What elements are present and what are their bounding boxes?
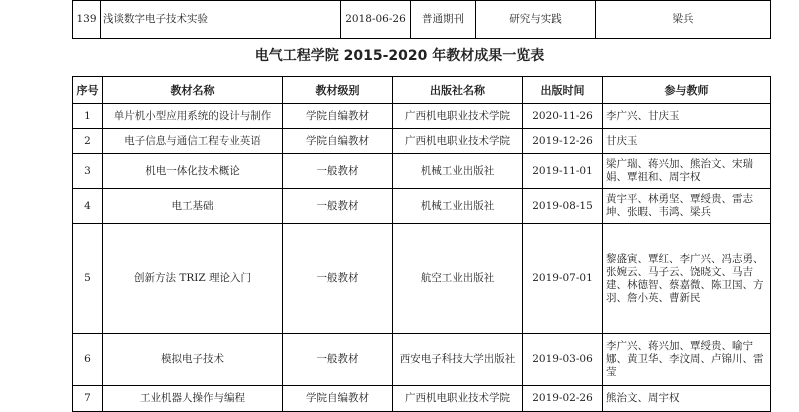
- header-cell: 出版社名称: [393, 77, 523, 104]
- page-title: 电气工程学院 2015-2020 年教材成果一览表: [254, 48, 545, 64]
- publish-date: 2019-11-01: [523, 154, 603, 189]
- table-row: [73, 129, 771, 154]
- publisher: 西安电子科技大学出版社: [393, 334, 523, 386]
- textbook-level: 一般教材: [283, 189, 393, 224]
- header-row: [73, 77, 771, 104]
- publish-date: 2019-07-01: [523, 224, 603, 334]
- table-row: [73, 224, 771, 334]
- teachers: 李广兴、蒋兴加、覃绶贵、喻宁娜、黄卫华、李汶周、卢锦川、雷莹: [603, 334, 771, 386]
- row-number: 6: [73, 334, 103, 386]
- textbook-name: 机电一体化技术概论: [103, 154, 283, 189]
- previous-table: [72, 0, 771, 39]
- textbook-table: [72, 76, 771, 412]
- header-cell: 教材名称: [103, 77, 283, 104]
- row-number: 1: [73, 104, 103, 129]
- teachers: 黎盛寅、覃红、李广兴、冯志勇、张婉云、马子云、饶晓文、马吉建、林德智、蔡嘉微、陈卫国、方羽、詹小英、曹新民: [603, 224, 771, 334]
- table-row: [73, 189, 771, 224]
- publisher: 机械工业出版社: [393, 154, 523, 189]
- textbook-name: 创新方法 TRIZ 理论入门: [103, 224, 283, 334]
- textbook-name: 电工基础: [103, 189, 283, 224]
- teachers: 梁广瑞、蒋兴加、熊治文、宋瑞娟、覃祖和、周宇权: [603, 154, 771, 189]
- publisher: 广西机电职业技术学院: [393, 386, 523, 412]
- publish-date: 2020-11-26: [523, 104, 603, 129]
- textbook-level: 一般教材: [283, 154, 393, 189]
- row-number: 5: [73, 224, 103, 334]
- header-cell: 序号: [73, 77, 103, 104]
- textbook-level: 一般教材: [283, 224, 393, 334]
- publisher: 广西机电职业技术学院: [393, 129, 523, 154]
- table-row: [73, 1, 771, 39]
- textbook-level: 学院自编教材: [283, 386, 393, 412]
- publish-date: 2019-08-15: [523, 189, 603, 224]
- teachers: 李广兴、甘庆玉: [603, 104, 771, 129]
- textbook-name: 工业机器人操作与编程: [103, 386, 283, 412]
- publish-date: 2018-06-26: [341, 1, 411, 39]
- textbook-name: 模拟电子技术: [103, 334, 283, 386]
- header-cell: 出版时间: [523, 77, 603, 104]
- header-cell: 教材级别: [283, 77, 393, 104]
- row-number: 7: [73, 386, 103, 412]
- table-row: [73, 386, 771, 412]
- publisher: 航空工业出版社: [393, 224, 523, 334]
- journal-level: 普通期刊: [411, 1, 476, 39]
- publisher: 机械工业出版社: [393, 189, 523, 224]
- textbook-level: 学院自编教材: [283, 104, 393, 129]
- textbook-level: 学院自编教材: [283, 129, 393, 154]
- publish-date: 2019-02-26: [523, 386, 603, 412]
- row-number: 139: [73, 1, 101, 39]
- table-row: [73, 104, 771, 129]
- header-cell: 参与教师: [603, 77, 771, 104]
- publish-date: 2019-12-26: [523, 129, 603, 154]
- paper-title: 浅谈数字电子技术实验: [101, 1, 341, 39]
- table-row: [73, 154, 771, 189]
- table-row: [73, 334, 771, 386]
- textbook-name: 单片机小型应用系统的设计与制作: [103, 104, 283, 129]
- publisher: 广西机电职业技术学院: [393, 104, 523, 129]
- row-number: 4: [73, 189, 103, 224]
- row-number: 3: [73, 154, 103, 189]
- teachers: 甘庆玉: [603, 129, 771, 154]
- publish-date: 2019-03-06: [523, 334, 603, 386]
- journal-name: 研究与实践: [476, 1, 596, 39]
- teachers: 黄宇平、林勇坚、覃绶贵、雷志坤、张暇、韦鸿、梁兵: [603, 189, 771, 224]
- textbook-name: 电子信息与通信工程专业英语: [103, 129, 283, 154]
- textbook-level: 一般教材: [283, 334, 393, 386]
- author: 梁兵: [596, 1, 771, 39]
- teachers: 熊治文、周宇权: [603, 386, 771, 412]
- row-number: 2: [73, 129, 103, 154]
